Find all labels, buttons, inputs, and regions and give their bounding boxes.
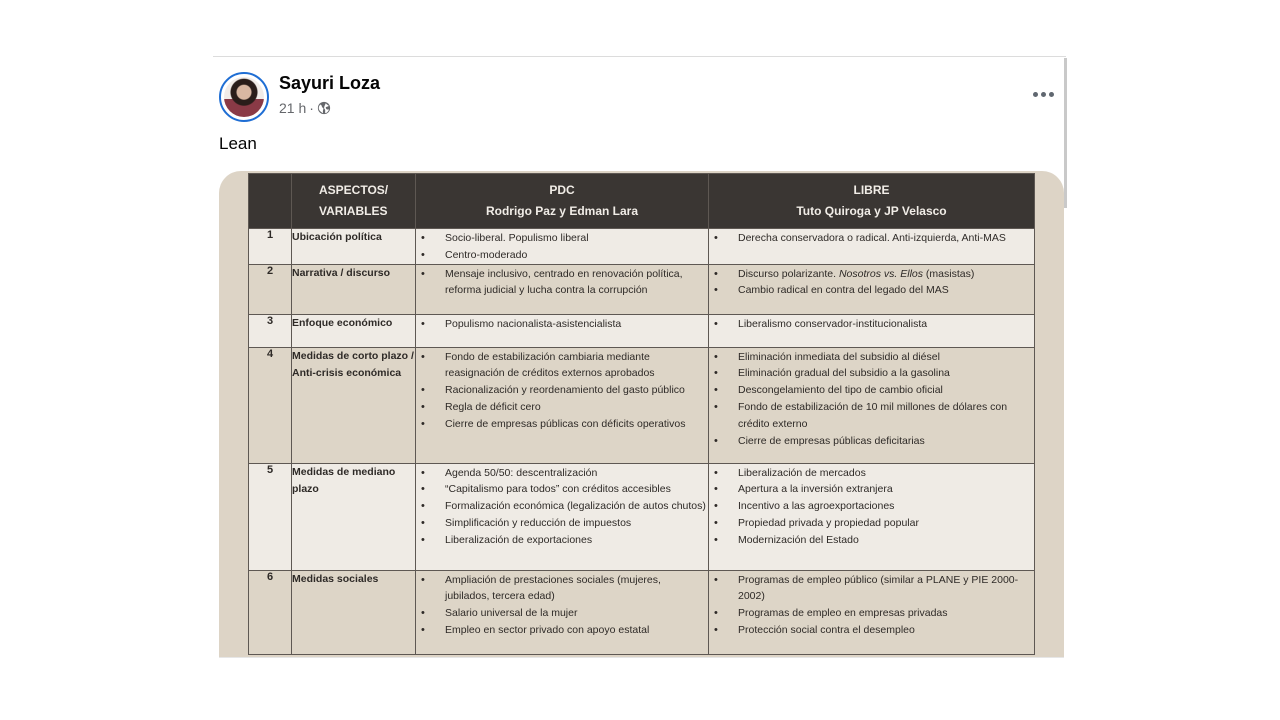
row-aspect: Medidas de corto plazo / Anti-crisis económica [292,347,416,463]
header-pdc-line2: Rodrigo Paz y Edman Lara [485,204,639,218]
row-aspect: Medidas de mediano plazo [292,463,416,570]
list-item: • Agenda 50/50: descentralización [416,465,708,482]
post-time[interactable]: 21 h [279,100,307,116]
list-item: • Liberalismo conservador-institucionalista [709,316,1034,333]
table-header-row [249,174,1035,229]
list-item: • Formalización económica (legalización de autos chutos) [416,498,708,515]
cell-pdc [416,229,709,265]
row-number: 6 [249,570,292,654]
list-item: • Fondo de estabilización de 10 mil millones de dólares con crédito externo [709,399,1034,433]
list-item: • Ampliación de prestaciones sociales (mujeres, jubilados, tercera edad) [416,572,708,606]
libre-list [709,348,1034,450]
list-item: • “Capitalismo para todos” con créditos accesibles [416,481,708,498]
cell-libre [709,347,1035,463]
list-item: • Simplificación y reducción de impuestos [416,515,708,532]
libre-list [709,315,1034,333]
pdc-list [416,571,708,639]
libre-list [709,265,1034,300]
list-item: • Eliminación inmediata del subsidio al diésel [709,349,1034,366]
cell-pdc [416,314,709,347]
list-item: • Eliminación gradual del subsidio a la gasolina [709,365,1034,382]
list-item [709,266,1034,283]
comparison-table [248,173,1035,655]
header-pdc-line1: PDC [549,183,575,197]
cell-libre [709,570,1035,654]
libre-list [709,571,1034,639]
row-aspect: Enfoque económico [292,314,416,347]
author-name[interactable]: Sayuri Loza [279,73,381,93]
list-item: • Cambio radical en contra del legado del MAS [709,282,1034,299]
post-caption: Lean [219,134,257,153]
cell-libre [709,314,1035,347]
list-item: • Populismo nacionalista-asistencialista [416,316,708,333]
list-item: • Fondo de estabilización cambiaria mediante reasignación de créditos externos aprobados [416,349,708,383]
list-item: • Liberalización de exportaciones [416,532,708,549]
post-meta [279,100,331,116]
list-item-text: Discurso polarizante. [738,267,839,280]
more-options-icon [1033,92,1038,97]
header-aspect-line1: ASPECTOS/ [319,183,389,197]
table-row [249,570,1035,654]
row-number: 3 [249,314,292,347]
list-item: • Centro-moderado [416,247,708,264]
pdc-list [416,464,708,549]
cell-libre [709,229,1035,265]
row-aspect: Medidas sociales [292,570,416,654]
table-row [249,314,1035,347]
cell-pdc [416,264,709,314]
header-libre-line2: Tuto Quiroga y JP Velasco [796,204,947,218]
list-item: • Regla de déficit cero [416,399,708,416]
header-aspect [292,174,416,229]
list-item: • Racionalización y reordenamiento del gasto público [416,382,708,399]
avatar[interactable] [219,72,269,122]
list-item: • Derecha conservadora o radical. Anti-izquierda, Anti-MAS [709,230,1034,247]
row-number: 1 [249,229,292,265]
list-item: • Mensaje inclusivo, centrado en renovación política, reforma judicial y lucha contra la corrupción [416,266,708,300]
list-item: • Socio-liberal. Populismo liberal [416,230,708,247]
list-item: • Empleo en sector privado con apoyo estatal [416,622,708,639]
pdc-list [416,265,708,300]
pdc-list [416,348,708,433]
more-options-dot [1041,92,1046,97]
header-aspect-line2: VARIABLES [319,204,388,218]
list-item: • Propiedad privada y propiedad popular [709,515,1034,532]
pdc-list [416,315,708,333]
row-number: 2 [249,264,292,314]
row-aspect: Ubicación política [292,229,416,265]
list-item-italic: Nosotros vs. Ellos [838,267,923,280]
list-item: • Modernización del Estado [709,532,1034,549]
row-number: 4 [249,347,292,463]
list-item: • Cierre de empresas públicas con déficits operativos [416,416,708,433]
list-item: • Apertura a la inversión extranjera [709,481,1034,498]
post-image[interactable] [219,171,1064,657]
table-row [249,264,1035,314]
libre-list [709,229,1034,247]
header-num [249,174,292,229]
more-options-button[interactable] [1030,86,1056,102]
table-row [249,463,1035,570]
list-item: • Salario universal de la mujer [416,605,708,622]
row-number: 5 [249,463,292,570]
list-item: • Programas de empleo en empresas privadas [709,605,1034,622]
list-item-text: (masistas) [923,267,975,280]
globe-icon[interactable] [317,101,331,115]
cell-pdc [416,463,709,570]
table-row [249,347,1035,463]
cell-libre [709,264,1035,314]
meta-separator: · [309,100,314,116]
cell-pdc [416,570,709,654]
divider [219,657,1064,658]
list-item: • Descongelamiento del tipo de cambio oficial [709,382,1034,399]
list-item: • Cierre de empresas públicas deficitarias [709,433,1034,450]
cell-pdc [416,347,709,463]
table-row [249,229,1035,265]
profile-photo [224,77,264,117]
header-libre-line1: LIBRE [853,183,890,197]
pdc-list [416,229,708,264]
more-options-dot [1049,92,1054,97]
header-pdc [416,174,709,229]
cell-libre [709,463,1035,570]
row-aspect: Narrativa / discurso [292,264,416,314]
list-item: • Programas de empleo público (similar a PLANE y PIE 2000-2002) [709,572,1034,606]
list-item: • Protección social contra el desempleo [709,622,1034,639]
header-libre [709,174,1035,229]
scrollbar[interactable] [1064,58,1067,208]
libre-list [709,464,1034,549]
list-item: • Liberalización de mercados [709,465,1034,482]
list-item: • Incentivo a las agroexportaciones [709,498,1034,515]
